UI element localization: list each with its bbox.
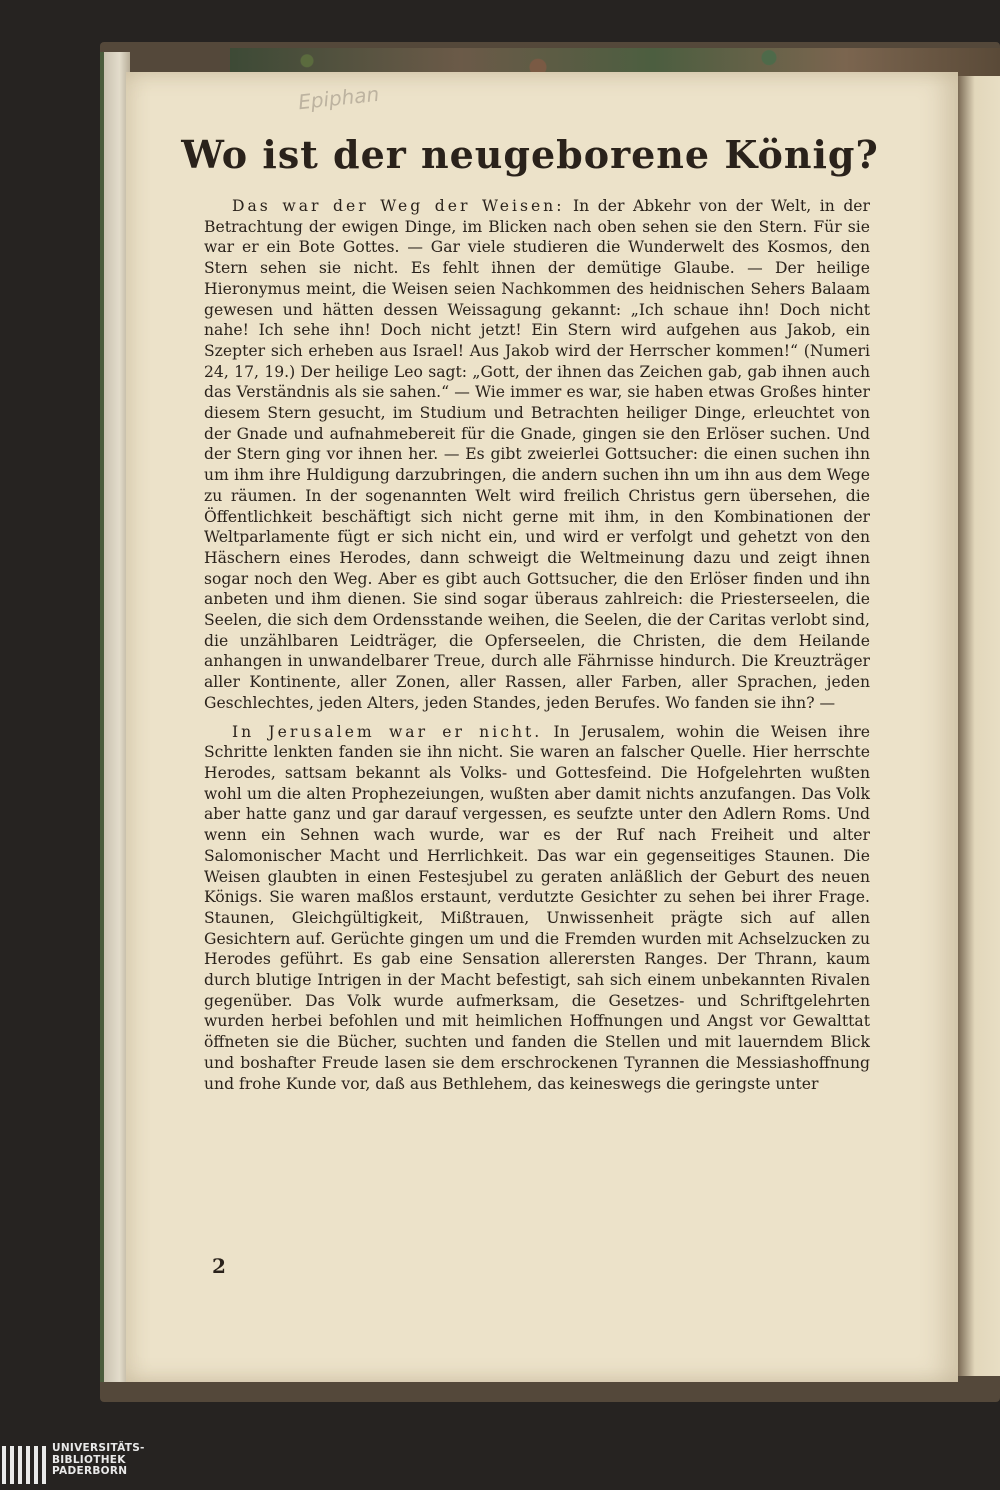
library-logo-text bbox=[52, 1443, 145, 1478]
paragraph-text: In der Abkehr von der Welt, in der Betrachtung der ewigen Dinge, im Blicken nach oben sehen sie den Stern. Für sie war er ein Bote Gottes. — Gar viele studieren die Wunderwelt des Kosmos, den Stern sehen sie nicht. Es fehlt ihnen der demütige Glaube. — Der heilige Hieronymus meint, die Weisen seien Nachkommen des heidnischen Sehers Balaam gewesen und hätten dessen Weissagung gekannt: „Ich schaue ihn! Doch nicht nahe! Ich sehe ihn! Doch nicht jetzt! Ein Stern wird aufgehen aus Jakob, ein Szepter sich erheben aus Israel! Aus Jakob wird der Herrscher kommen!“ (Numeri 24, 17, 19.) Der heilige Leo sagt: „Gott, der ihnen das Zeichen gab, gab ihnen auch das Verständnis als sie sahen.“ — Wie immer es war, sie haben etwas Großes hinter diesem Stern gesucht, im Studium und Betrachten heiliger Dinge, erleuchtet von der Gnade und aufnahmebereit für die Gnade, gingen sie den Erlöser suchen. Und der Stern ging vor ihnen her. — Es gibt zweierlei Gottsucher: die einen suchen ihn um ihm ihre Huldigung darzubringen, die andern suchen ihn um ihn aus dem Wege zu räumen. In der sogenannten Welt wird freilich Christus gern übersehen, die Öffentlichkeit beschäftigt sich nicht gerne mit ihm, in den Kombinationen der Weltparlamente fügt er sich nicht ein, und wird er verfolgt und gehetzt von den Häschern eines Herodes, dann schweigt die Weltmeinung dazu und zeigt ihnen sogar noch den Weg. Aber es gibt auch Gottsucher, die den Erlöser finden und ihn anbeten und ihm dienen. Sie sind sogar überaus zahlreich: die Priesterseelen, die Seelen, die sich dem Ordensstande weihen, die Seelen, die der Caritas verlobt sind, die unzählbaren Leidträger, die Opferseelen, die Christen, die dem Heilande anhangen in unwandelbarer Treue, durch alle Fährnisse hindurch. Die Kreuzträger aller Kontinente, aller Zonen, aller Rassen, aller Farben, aller Sprachen, jeden Geschlechtes, jeden Alters, jeden Standes, jeden Berufes. Wo fanden sie ihn? — bbox=[204, 197, 870, 712]
paragraph bbox=[204, 196, 870, 714]
library-footer bbox=[0, 1440, 1000, 1490]
paragraph bbox=[204, 722, 870, 1095]
paragraph-lead: In Jerusalem war er nicht. bbox=[232, 722, 543, 741]
paragraph-text: In Jerusalem, wohin die Weisen ihre Schritte lenkten fanden sie ihn nicht. Sie waren an falscher Quelle. Hier herrschte Herodes, sattsam bekannt als Volks- und Gottesfeind. Die Hofgelehrten wußten wohl um die alten Prophezeiungen, wußten aber damit nichts anzufangen. Das Volk aber hatte ganz und gar darauf vergessen, es seufzte unter den Adlern Roms. Und wenn ein Sehnen wach wurde, war es der Ruf nach Freiheit und alter Salomonischer Macht und Herrlichkeit. Das war ein gegenseitiges Staunen. Die Weisen glaubten in einen Festesjubel zu geraten anläßlich der Geburt des neuen Königs. Sie waren maßlos erstaunt, verdutzte Gesichter zu sehen bei ihrer Frage. Staunen, Gleichgültigkeit, Mißtrauen, Unwissenheit prägte sich auf allen Gesichtern auf. Gerüchte gingen um und die Fremden wurden mit Achselzucken zu Herodes geführt. Es gab eine Sensation allerersten Ranges. Der Thrann, kaum durch blutige Intrigen in der Macht befestigt, sah sich einem unbekannten Rivalen gegenüber. Das Volk wurde aufmerksam, die Gesetzes- und Schriftgelehrten wurden herbei befohlen und mit heimlichen Hoffnungen und Angst vor Gewalttat öffneten sie die Bücher, suchten und fanden die Stellen und mit lauerndem Blick und boshafter Freude lasen sie dem erschrockenen Tyrannen die Messiashoffnung und frohe Kunde vor, daß aus Bethlehem, das keineswegs die geringste unter bbox=[204, 722, 870, 1093]
page-number: 2 bbox=[212, 1254, 226, 1278]
page-title: Wo ist der neugeborene König? bbox=[181, 132, 879, 177]
body-text bbox=[204, 196, 870, 1094]
paragraph-lead: Das war der Weg der Weisen: bbox=[232, 197, 565, 215]
logo-line: BIBLIOTHEK bbox=[52, 1453, 126, 1466]
facing-page-edge bbox=[958, 76, 1000, 1376]
library-logo-icon bbox=[2, 1446, 48, 1484]
logo-line: PADERBORN bbox=[52, 1465, 128, 1477]
logo-line: UNIVERSITÄTS- bbox=[52, 1442, 145, 1454]
pencil-annotation: Epiphan bbox=[296, 81, 381, 115]
